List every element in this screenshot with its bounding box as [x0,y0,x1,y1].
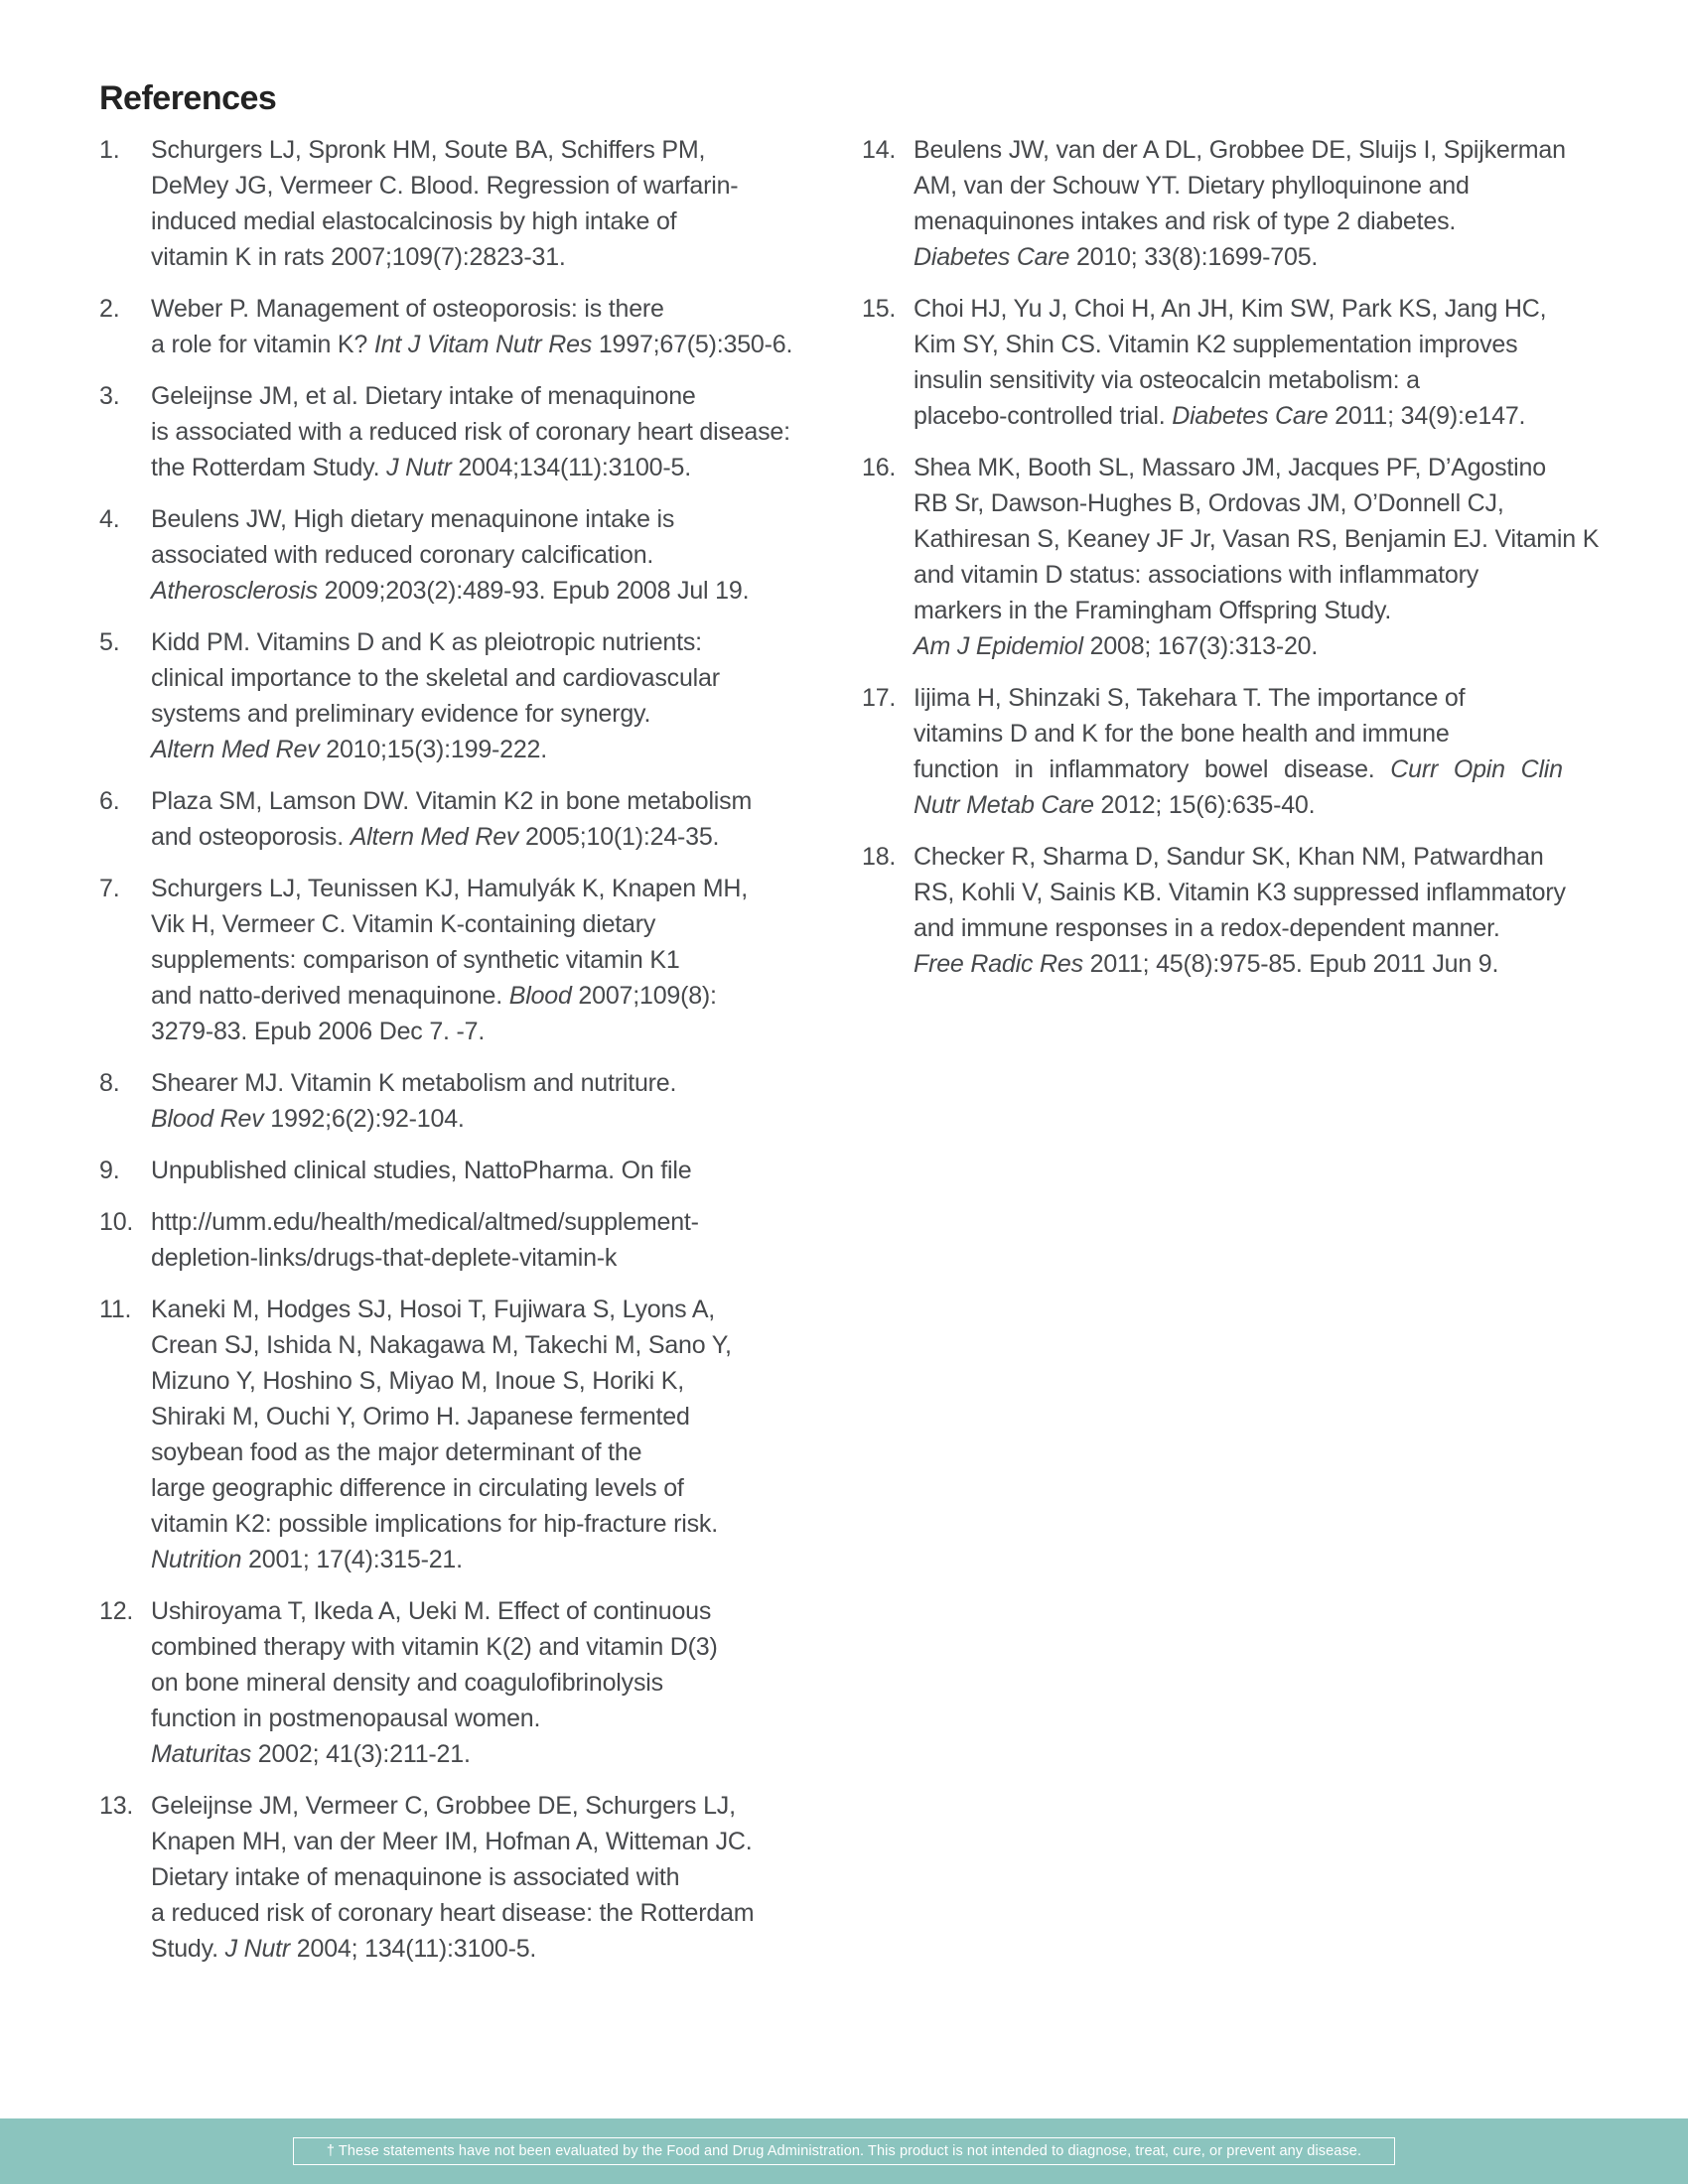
reference-run: Shiraki M, Ouchi Y, Orimo H. Japanese fermented [151,1403,690,1431]
reference-line [151,414,864,450]
reference-run: Checker R, Sharma D, Sandur SK, Khan NM, Patwardhan [914,843,1544,871]
reference-text [151,501,864,609]
reference-number: 17. [862,684,897,712]
reference-line [151,378,864,414]
reference-number: 10. [99,1208,134,1236]
reference-run: clinical importance to the skeletal and cardiovascular [151,664,720,692]
reference-run: Schurgers LJ, Spronk HM, Soute BA, Schiffers PM, [151,136,706,164]
reference-text [914,132,1666,275]
reference-run: 2011; 45(8):975-85. Epub 2011 Jun 9. [1082,950,1499,978]
reference-run: Vik H, Vermeer C. Vitamin K-containing dietary [151,910,656,938]
reference-item [862,450,1666,664]
reference-number: 15. [862,295,897,323]
reference-run: DeMey JG, Vermeer C. Blood. Regression of warfarin- [151,172,739,200]
reference-number: 4. [99,505,120,533]
reference-line [151,537,864,573]
reference-item [99,1292,864,1577]
reference-item [99,291,864,362]
reference-text [151,1593,864,1772]
reference-run: a reduced risk of coronary heart disease: the Rotterdam [151,1899,755,1927]
reference-run: a role for vitamin K? [151,331,374,358]
reference-item [862,132,1666,275]
reference-run: is associated with a reduced risk of coronary heart disease: [151,418,790,446]
reference-line [914,628,1666,664]
reference-run: Iijima H, Shinzaki S, Takehara T. The importance of [914,684,1466,712]
reference-item [99,132,864,275]
reference-line [914,839,1666,875]
reference-line [151,942,864,978]
reference-line [151,1593,864,1629]
reference-line [151,783,864,819]
reference-line [151,1327,864,1363]
reference-run: 2008; 167(3):313-20. [1082,632,1319,660]
reference-run: vitamins D and K for the bone health and immune [914,720,1450,748]
journal-name: Maturitas [151,1740,252,1768]
reference-number: 6. [99,787,120,815]
reference-run: Shearer MJ. Vitamin K metabolism and nutriture. [151,1069,677,1097]
reference-line [914,593,1666,628]
reference-line [151,1542,864,1577]
reference-run: function in postmenopausal women. [151,1705,541,1732]
reference-line [151,871,864,906]
reference-run: RB Sr, Dawson-Hughes B, Ordovas JM, O’Donnell CJ, [914,489,1504,517]
reference-line [151,1240,864,1276]
reference-number: 3. [99,382,120,410]
reference-item [99,624,864,767]
reference-line [151,696,864,732]
reference-line [914,204,1666,239]
reference-line [914,327,1666,362]
reference-run: Shea MK, Booth SL, Massaro JM, Jacques PF, D’Agostino [914,454,1546,481]
reference-line [151,1153,864,1188]
reference-run: 1992;6(2):92-104. [263,1105,465,1133]
reference-run: Crean SJ, Ishida N, Nakagawa M, Takechi M, Sano Y, [151,1331,732,1359]
reference-number: 12. [99,1597,134,1625]
reference-text [151,871,864,1049]
reference-run: Kim SY, Shin CS. Vitamin K2 supplementation improves [914,331,1518,358]
reference-line [151,1506,864,1542]
reference-line [151,624,864,660]
reference-line [151,732,864,767]
journal-name: Am J Epidemiol [914,632,1083,660]
reference-number: 5. [99,628,120,656]
reference-line [914,239,1666,275]
reference-line [151,1065,864,1101]
reference-line [151,1665,864,1701]
reference-line [151,660,864,696]
reference-item [99,378,864,485]
fda-disclaimer-box [293,2137,1395,2166]
journal-name: J Nutr [386,454,452,481]
reference-run: Mizuno Y, Hoshino S, Miyao M, Inoue S, Horiki K, [151,1367,684,1395]
reference-run: 2005;10(1):24-35. [518,823,720,851]
reference-line [914,751,1666,787]
reference-item [99,1065,864,1137]
journal-name: Curr Opin Clin [1390,755,1563,783]
reference-item [99,1153,864,1188]
reference-run: AM, van der Schouw YT. Dietary phylloquinone and [914,172,1470,200]
reference-run: 2011; 34(9):e147. [1328,402,1526,430]
journal-name: Altern Med Rev [350,823,519,851]
reference-line [151,573,864,609]
reference-item [862,839,1666,982]
reference-text [914,450,1666,664]
reference-run: associated with reduced coronary calcification. [151,541,654,569]
reference-run: Weber P. Management of osteoporosis: is there [151,295,664,323]
reference-number: 16. [862,454,897,481]
reference-run: vitamin K2: possible implications for hip-fracture risk. [151,1510,718,1538]
reference-text [151,783,864,855]
reference-run: 2012; 15(6):635-40. [1093,791,1316,819]
reference-run: Beulens JW, van der A DL, Grobbee DE, Sluijs I, Spijkerman [914,136,1566,164]
reference-run: on bone mineral density and coagulofibrinolysis [151,1669,663,1697]
reference-line [914,787,1666,823]
reference-text [914,291,1666,434]
reference-run: depletion-links/drugs-that-deplete-vitamin-k [151,1244,618,1272]
references-column-right [862,132,1666,998]
reference-line [151,501,864,537]
reference-line [914,362,1666,398]
reference-item [99,1204,864,1276]
journal-name: Atherosclerosis [151,577,318,605]
reference-run: and vitamin D status: associations with inflammatory [914,561,1478,589]
reference-run: large geographic difference in circulating levels of [151,1474,684,1502]
reference-line [151,1736,864,1772]
reference-line [151,1859,864,1895]
reference-run: 3279-83. Epub 2006 Dec 7. -7. [151,1018,486,1045]
reference-item [99,1788,864,1967]
reference-run: Geleijnse JM, Vermeer C, Grobbee DE, Schurgers LJ, [151,1792,736,1820]
reference-run: vitamin K in rats 2007;109(7):2823-31. [151,243,566,271]
reference-text [151,291,864,362]
reference-run: Study. [151,1935,225,1963]
reference-run: 2009;203(2):489-93. Epub 2008 Jul 19. [317,577,750,605]
fda-disclaimer-text: † These statements have not been evaluated by the Food and Drug Administration. This product is not intended to diagnose, treat, cure, or prevent any disease. [326,2142,1362,2159]
reference-line [914,168,1666,204]
reference-line [151,1399,864,1434]
reference-item [99,783,864,855]
reference-item [862,680,1666,823]
reference-number: 13. [99,1792,134,1820]
reference-number: 11. [99,1296,132,1323]
reference-number: 18. [862,843,897,871]
reference-text [151,1065,864,1137]
reference-run: induced medial elastocalcinosis by high intake of [151,207,677,235]
reference-line [914,716,1666,751]
reference-text [151,378,864,485]
reference-line [151,1204,864,1240]
reference-run: Unpublished clinical studies, NattoPharma. On file [151,1157,692,1184]
reference-run: Kathiresan S, Keaney JF Jr, Vasan RS, Benjamin EJ. Vitamin K [914,525,1600,553]
reference-text [914,839,1666,982]
reference-item [99,871,864,1049]
journal-name: J Nutr [224,1935,291,1963]
page-title: References [99,79,277,117]
reference-run: and osteoporosis. [151,823,351,851]
reference-line [151,1363,864,1399]
reference-text [914,680,1666,823]
reference-number: 2. [99,295,120,323]
reference-run: 2004; 134(11):3100-5. [290,1935,537,1963]
reference-line [151,204,864,239]
reference-line [151,1629,864,1665]
reference-run: 2004;134(11):3100-5. [451,454,691,481]
reference-run: soybean food as the major determinant of the [151,1438,642,1466]
reference-run: Kaneki M, Hodges SJ, Hosoi T, Fujiwara S, Lyons A, [151,1296,716,1323]
reference-number: 9. [99,1157,120,1184]
reference-run: combined therapy with vitamin K(2) and vitamin D(3) [151,1633,718,1661]
reference-line [914,450,1666,485]
reference-text [151,1204,864,1276]
reference-line [914,557,1666,593]
reference-run: Dietary intake of menaquinone is associated with [151,1863,680,1891]
journal-name: Blood Rev [151,1105,264,1133]
reference-line [151,1931,864,1967]
reference-text [151,132,864,275]
reference-line [151,1101,864,1137]
reference-run: Choi HJ, Yu J, Choi H, An JH, Kim SW, Park KS, Jang HC, [914,295,1547,323]
reference-line [151,132,864,168]
reference-item [99,1593,864,1772]
reference-line [151,239,864,275]
reference-run: 2010;15(3):199-222. [319,736,548,763]
reference-run: RS, Kohli V, Sainis KB. Vitamin K3 suppressed inflammatory [914,879,1566,906]
reference-line [914,132,1666,168]
reference-run: Beulens JW, High dietary menaquinone intake is [151,505,675,533]
reference-text [151,624,864,767]
journal-name: Nutrition [151,1546,242,1573]
journal-name: Nutr Metab Care [914,791,1094,819]
footer-bar [0,2118,1688,2184]
reference-run: Geleijnse JM, et al. Dietary intake of menaquinone [151,382,696,410]
reference-run: insulin sensitivity via osteocalcin metabolism: a [914,366,1420,394]
reference-line [151,168,864,204]
reference-line [151,1701,864,1736]
reference-run: Schurgers LJ, Teunissen KJ, Hamulyák K, Knapen MH, [151,875,748,902]
references-column-left [99,132,864,1982]
reference-line [151,1824,864,1859]
reference-line [914,680,1666,716]
reference-line [151,978,864,1014]
reference-text [151,1153,864,1188]
reference-run: supplements: comparison of synthetic vitamin K1 [151,946,680,974]
reference-line [914,946,1666,982]
reference-line [914,398,1666,434]
reference-item [99,501,864,609]
reference-line [151,1895,864,1931]
reference-run: 2001; 17(4):315-21. [241,1546,463,1573]
reference-run: menaquinones intakes and risk of type 2 diabetes. [914,207,1457,235]
reference-text [151,1292,864,1577]
reference-run: systems and preliminary evidence for synergy. [151,700,651,728]
reference-line [914,910,1666,946]
reference-run: Plaza SM, Lamson DW. Vitamin K2 in bone metabolism [151,787,753,815]
reference-run: 2010; 33(8):1699-705. [1069,243,1319,271]
reference-line [151,906,864,942]
reference-line [151,1292,864,1327]
reference-number: 1. [99,136,120,164]
reference-line [151,327,864,362]
reference-line [151,1014,864,1049]
reference-run: Kidd PM. Vitamins D and K as pleiotropic nutrients: [151,628,702,656]
reference-run: http://umm.edu/health/medical/altmed/supplement- [151,1208,699,1236]
journal-name: Blood [508,982,572,1010]
reference-run: and immune responses in a redox-dependent manner. [914,914,1500,942]
reference-line [914,521,1666,557]
reference-line [151,1434,864,1470]
reference-line [151,819,864,855]
reference-line [151,450,864,485]
reference-number: 14. [862,136,897,164]
reference-run: 2002; 41(3):211-21. [251,1740,471,1768]
reference-text [151,1788,864,1967]
reference-line [914,875,1666,910]
reference-line [914,485,1666,521]
journal-name: Diabetes Care [1172,402,1329,430]
journal-name: Diabetes Care [914,243,1070,271]
journal-name: Altern Med Rev [151,736,320,763]
reference-line [151,291,864,327]
reference-line [914,291,1666,327]
reference-run: 1997;67(5):350-6. [592,331,793,358]
reference-run: and natto-derived menaquinone. [151,982,509,1010]
reference-run: 2007;109(8): [571,982,717,1010]
journal-name: Free Radic Res [914,950,1083,978]
reference-number: 7. [99,875,120,902]
reference-run: function in inflammatory bowel disease. [914,755,1391,783]
reference-run: placebo-controlled trial. [914,402,1173,430]
reference-run: Ushiroyama T, Ikeda A, Ueki M. Effect of continuous [151,1597,712,1625]
reference-item [862,291,1666,434]
reference-line [151,1470,864,1506]
reference-number: 8. [99,1069,120,1097]
reference-run: Knapen MH, van der Meer IM, Hofman A, Witteman JC. [151,1828,753,1855]
reference-run: the Rotterdam Study. [151,454,387,481]
reference-run: markers in the Framingham Offspring Study. [914,597,1392,624]
journal-name: Int J Vitam Nutr Res [373,331,593,358]
reference-line [151,1788,864,1824]
